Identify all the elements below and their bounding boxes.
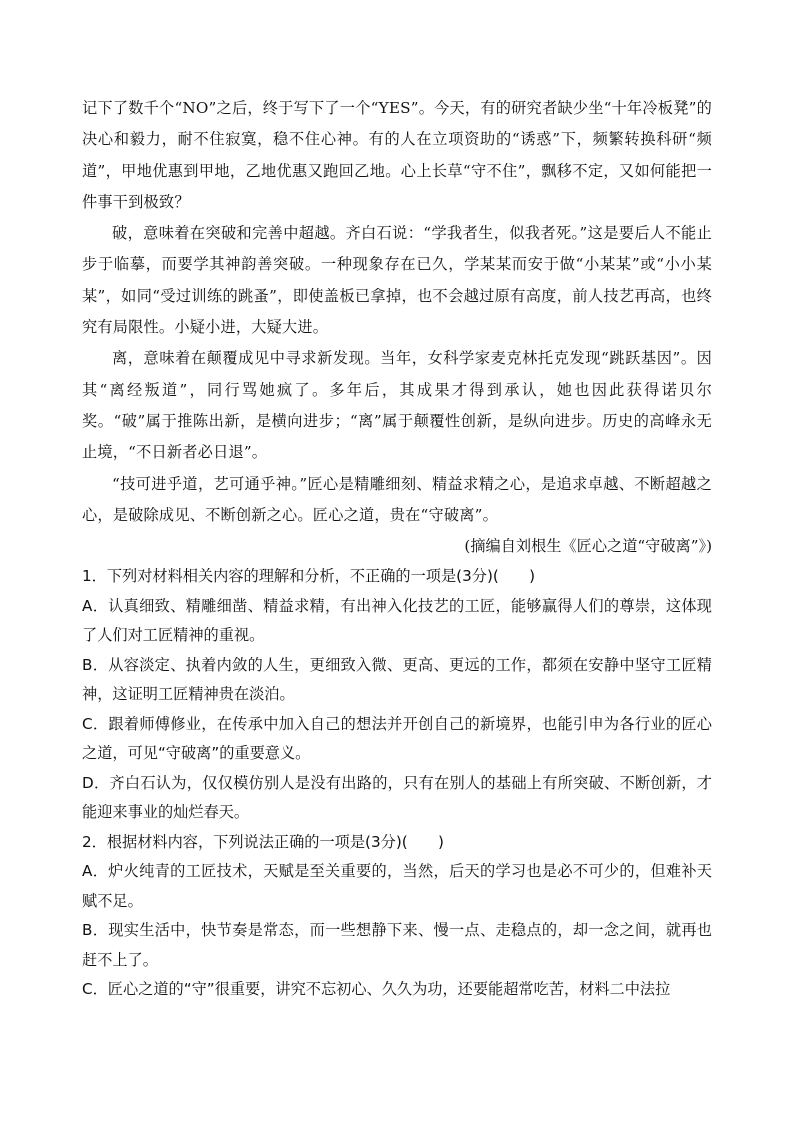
question-1-stem: 1．下列对材料相关内容的理解和分析，不正确的一项是(3分)( ) <box>82 567 536 586</box>
question-1-option-c: C．跟着师傅修业，在传承中加入自己的想法并开创自己的新境界，也能引申为各行业的匠心之道，可见“守破离”的重要意义。 <box>82 714 712 763</box>
passage-paragraph-2: 破，意味着在突破和完善中超越。齐白石说：“学我者生，似我者死。”这是要后人不能止步于临摹，而要学其神韵善突破。一种现象存在已久，学某某而安于做“小某某”或“小小某某”，如同“受过训练的跳蚤”，即使盖板已拿掉，也不会越过原有高度，前人技艺再高，也终究有局限性。小疑小进，大疑大进。 <box>82 224 712 337</box>
passage-source: (摘编自刘根生《匠心之道“守破离”》) <box>464 537 712 556</box>
passage-paragraph-4: “技可进乎道，艺可通乎神。”匠心是精雕细刻、精益求精之心，是追求卓越、不断超越之心，是破除成见、不断创新之心。匠心之道，贵在“守破离”。 <box>82 474 712 524</box>
passage-paragraph-3: 离，意味着在颠覆成见中寻求新发现。当年，女科学家麦克林托克发现“跳跃基因”。因其“离经叛道”，同行骂她疯了。多年后，其成果才得到承认，她也因此获得诺贝尔奖。“破”属于推陈出新，是横向进步；“离”属于颠覆性创新，是纵向进步。历史的高峰永无止境，“不日新者必日退”。 <box>82 349 712 462</box>
question-1-option-a: A．认真细致、精雕细凿、精益求精，有出神入化技艺的工匠，能够赢得人们的尊崇，这体现了人们对工匠精神的重视。 <box>82 596 712 645</box>
page-content <box>82 93 712 1005</box>
passage-paragraph-1: 记下了数千个“NO”之后，终于写下了一个“YES”。今天，有的研究者缺少坐“十年冷板凳”的决心和毅力，耐不住寂寞，稳不住心神。有的人在立项资助的“诱惑”下，频繁转换科研“频道”，甲地优惠到甲地，乙地优惠又跑回乙地。心上长草“守不住”，飘移不定，又如何能把一件事干到极致？ <box>82 99 712 211</box>
question-2-option-a: A．炉火纯青的工匠技术，天赋是至关重要的，当然，后天的学习也是必不可少的，但难补天赋不足。 <box>82 862 712 910</box>
question-2-option-b: B．现实生活中，快节奏是常态，而一些想静下来、慢一点、走稳点的，却一念之间，就再也赶不上了。 <box>82 921 712 969</box>
question-1-option-d: D．齐白石认为，仅仅模仿别人是没有出路的，只有在别人的基础上有所突破、不断创新，才能迎来事业的灿烂春天。 <box>82 773 712 822</box>
question-1-option-b: B．从容淡定、执着内敛的人生，更细致入微、更高、更远的工作，都须在安静中坚守工匠精神，这证明工匠精神贵在淡泊。 <box>82 655 712 704</box>
question-1 <box>82 562 712 828</box>
question-2 <box>82 828 712 1005</box>
question-2-stem: 2．根据材料内容，下列说法正确的一项是(3分)( ) <box>82 832 444 851</box>
question-2-option-c: C．匠心之道的“守”很重要，讲究不忘初心、久久为功，还要能超常吃苦，材料二中法拉 <box>82 980 671 999</box>
